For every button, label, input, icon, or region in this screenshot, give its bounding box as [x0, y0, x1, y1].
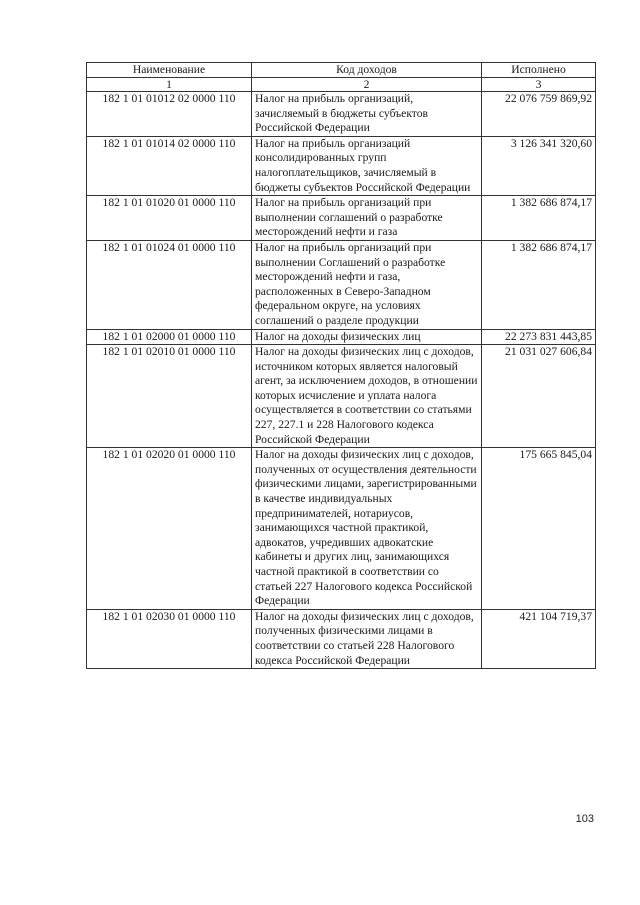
column-number-3: 3: [482, 78, 596, 92]
revenue-code: 182 1 01 02020 01 0000 110: [87, 448, 252, 610]
executed-amount: 1 382 686 874,17: [482, 196, 596, 241]
revenue-name: Налог на прибыль организаций при выполнении соглашений о разработке месторождений нефти и газа: [252, 196, 482, 241]
executed-amount: 1 382 686 874,17: [482, 240, 596, 329]
table-header-row: [87, 63, 596, 78]
table-row: [87, 240, 596, 329]
table-row: [87, 609, 596, 668]
table-row: [87, 345, 596, 448]
table-row: [87, 448, 596, 610]
revenue-name: Налог на доходы физических лиц с доходов, полученных физическими лицами в соответствии со статьей 228 Налогового кодекса Российской Федерации: [252, 609, 482, 668]
column-number-1: 1: [87, 78, 252, 92]
table-row: [87, 196, 596, 241]
executed-amount: 3 126 341 320,60: [482, 136, 596, 195]
executed-amount: 22 076 759 869,92: [482, 92, 596, 137]
revenue-table: [86, 62, 596, 669]
revenue-code: 182 1 01 02030 01 0000 110: [87, 609, 252, 668]
executed-amount: 175 665 845,04: [482, 448, 596, 610]
header-code: Код доходов: [252, 63, 482, 78]
column-number-2: 2: [252, 78, 482, 92]
revenue-code: 182 1 01 01014 02 0000 110: [87, 136, 252, 195]
revenue-code: 182 1 01 01012 02 0000 110: [87, 92, 252, 137]
revenue-code: 182 1 01 02000 01 0000 110: [87, 329, 252, 345]
header-name: Наименование: [87, 63, 252, 78]
revenue-name: Налог на прибыль организаций при выполнении Соглашений о разработке месторождений нефти и газа, расположенных в Северо-Западном федеральном округе, на условиях соглашений о разделе продукции: [252, 240, 482, 329]
revenue-code: 182 1 01 01024 01 0000 110: [87, 240, 252, 329]
table-row: [87, 329, 596, 345]
table-row: [87, 136, 596, 195]
table-row: [87, 92, 596, 137]
header-executed: Исполнено: [482, 63, 596, 78]
revenue-code: 182 1 01 02010 01 0000 110: [87, 345, 252, 448]
executed-amount: 21 031 027 606,84: [482, 345, 596, 448]
page-number: 103: [575, 813, 594, 825]
revenue-name: Налог на доходы физических лиц с доходов, полученных от осуществления деятельности физическими лицами, зарегистрированными в качестве индивидуальных предпринимателей, нотариусов, занимающихся частной практикой, адвокатов, учредивших адвокатские кабинеты и других лиц, занимающихся частной практикой в соответствии со статьей 227 Налогового кодекса Российской Федерации: [252, 448, 482, 610]
column-numbering-row: [87, 78, 596, 92]
executed-amount: 22 273 831 443,85: [482, 329, 596, 345]
revenue-name: Налог на прибыль организаций консолидированных групп налогоплательщиков, зачисляемый в бюджеты субъектов Российской Федерации: [252, 136, 482, 195]
executed-amount: 421 104 719,37: [482, 609, 596, 668]
revenue-name: Налог на доходы физических лиц с доходов, источником которых является налоговый агент, за исключением доходов, в отношении которых исчисление и уплата налога осуществляется в соответствии со статьями 227, 227.1 и 228 Налогового кодекса Российской Федерации: [252, 345, 482, 448]
revenue-name: Налог на доходы физических лиц: [252, 329, 482, 345]
revenue-code: 182 1 01 01020 01 0000 110: [87, 196, 252, 241]
revenue-name: Налог на прибыль организаций, зачисляемый в бюджеты субъектов Российской Федерации: [252, 92, 482, 137]
